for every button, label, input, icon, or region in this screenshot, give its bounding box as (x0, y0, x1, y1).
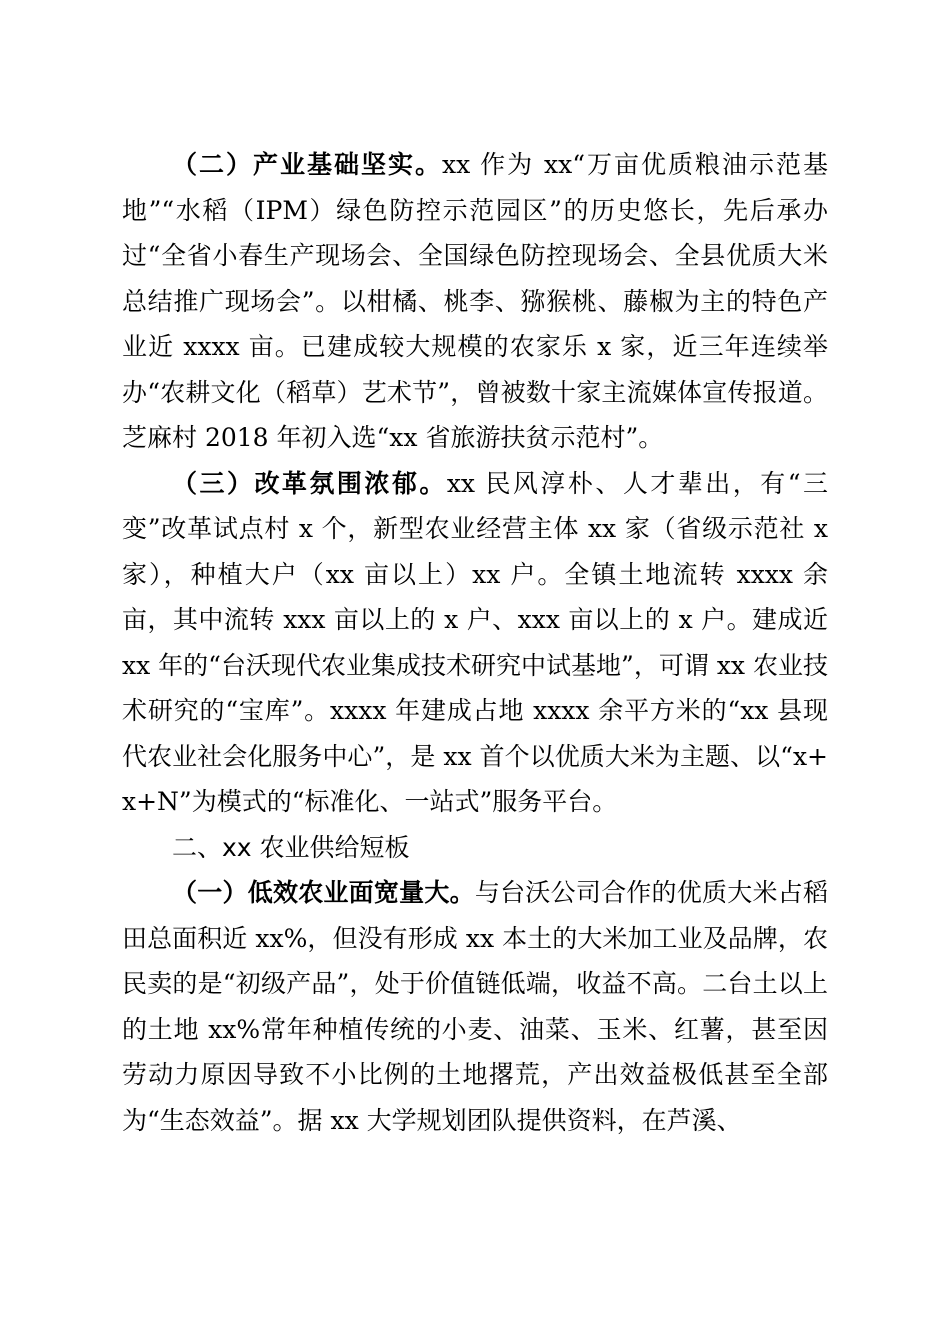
paragraph-lead: （一）低效农业面宽量大。 (172, 878, 475, 907)
paragraph-industry-foundation (122, 142, 828, 461)
paragraph-text: 与台沃公司合作的优质大米占稻田总面积近 xx%，但没有形成 xx 本土的大米加工业及品牌，农民卖的是“初级产品”，处于价值链低端，收益不高。二台土以上的土地 xx%常年种植传统的小麦、油菜、玉米、红薯，甚至因劳动力原因导致不小比例的土地撂荒，产出效益极低甚至全部为“生态效益”。据 xx 大学规划团队提供资料，在芦溪、 (122, 878, 828, 1135)
paragraph-lead: （二）产业基础坚实。 (172, 150, 442, 179)
document-body (122, 142, 828, 1143)
section-heading: 二、xx 农业供给短板 (172, 832, 410, 862)
paragraph-text: xx 作为 xx“万亩优质粮油示范基地”“水稻（IPM）绿色防控示范园区”的历史悠长，先后承办过“全省小春生产现场会、全国绿色防控现场会、全县优质大米总结推广现场会”。以柑橘、桃李、猕猴桃、藤椒为主的特色产业近 xxxx 亩。已建成较大规模的农家乐 x 家，近三年连续举办“农耕文化（稻草）艺术节”，曾被数十家主流媒体宣传报道。芝麻村 2018 年初入选“xx 省旅游扶贫示范村”。 (122, 150, 828, 452)
paragraph-reform-atmosphere (122, 461, 828, 825)
paragraph-lead: （三）改革氛围浓郁。 (172, 468, 447, 498)
paragraph-low-efficiency-agriculture (122, 870, 828, 1143)
paragraph-text: xx 民风淳朴、人才辈出，有“三变”改革试点村 x 个，新型农业经营主体 xx 家（省级示范社 x 家），种植大户（xx 亩以上）xx 户。全镇土地流转 xxxx 余亩，其中流转 xxx 亩以上的 x 户、xxx 亩以上的 x 户。建成近 xx 年的“台沃现代农业集成技术研究中试基地”，可谓 xx 农业技术研究的“宝库”。xxxx 年建成占地 xxxx 余平方米的“xx 县现代农业社会化服务中心”，是 xx 首个以优质大米为主题、以“x+x+N”为模式的“标准化、一站式”服务平台。 (122, 468, 828, 816)
